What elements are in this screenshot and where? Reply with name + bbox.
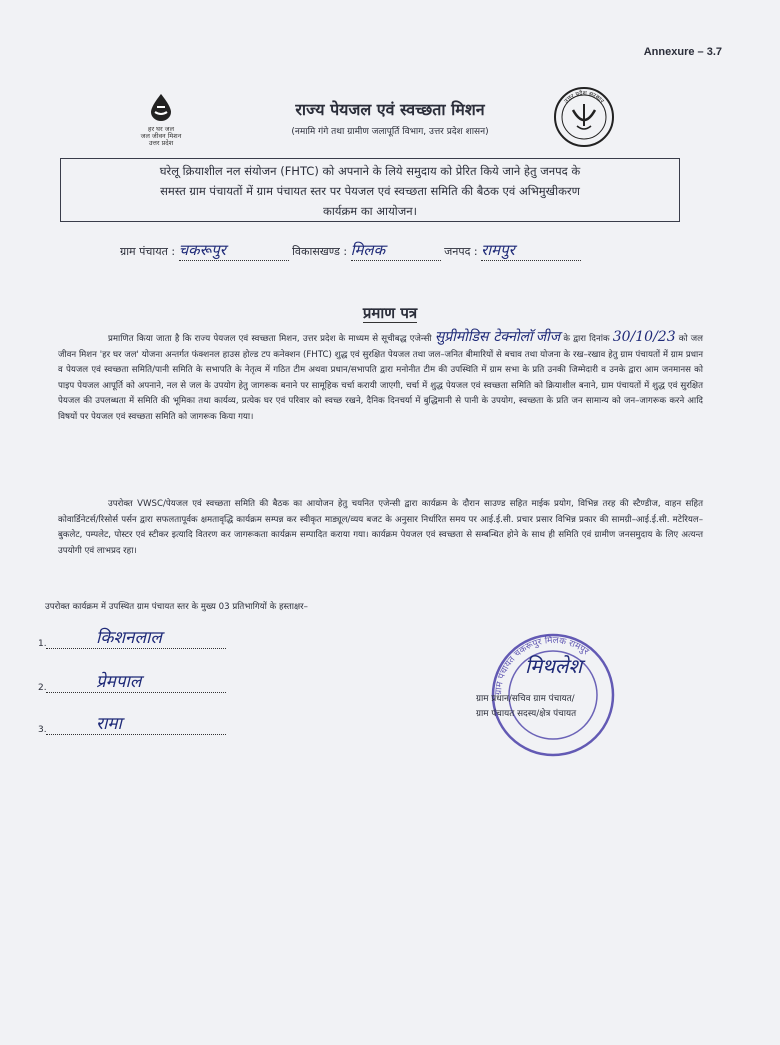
gram-panchayat-value: चकरूपुर — [178, 241, 226, 259]
water-drop-icon — [146, 92, 176, 122]
janpad-label: जनपद : — [444, 245, 478, 258]
org-title: राज्य पेयजल एवं स्वच्छता मिशन — [295, 100, 485, 119]
participant-signature-2 — [38, 672, 238, 693]
participant-signature-1 — [38, 628, 238, 649]
date-handwritten: 30/10/23 — [612, 329, 676, 345]
vikaskhand-label: विकासखण्ड : — [292, 245, 348, 258]
org-subtitle: (नमामि गंगे तथा ग्रामीण जलापूर्ति विभाग, उत्तर प्रदेश शासन) — [291, 127, 489, 137]
para1-text-a: प्रमाणित किया जाता है कि राज्य पेयजल एवं स्वच्छता मिशन, उत्तर प्रदेश के माध्यम से सूचीबद्ध एजेन्सी — [108, 334, 432, 344]
para2-text: उपरोक्त VWSC/पेयजल एवं स्वच्छता समिति की बैठक का आयोजन हेतु चयनित एजेन्सी द्वारा कार्यक्रम के दौरान साउण्ड सहित माईक प्रयोग, विभिन्न तरह की स्टैण्डीज, वाहन सहित कोवार्डिनेटर्स/रिसोर्स पर्सन द्वारा सफलतापूर्वक क्षमतावृद्धि कार्यक्रम सम्पन्न कर स्वीकृत माड्यूल/व्यय बजट के अनुसार निर्धारित समय पर आई.ई.सी. प्रचार प्रसार विभिन्न प्रकार की सामग्री–आई.ई.सी. मटेरियल–बुकलेट, पम्पलेट, पोस्टर एवं स्टीकर इत्यादि वितरण कर जागरूकता कार्यक्रम सम्पादित कराया गया। कार्यक्रम पेयजल एवं स्वच्छता से सम्बन्धित होने के साथ ही समिति एवं ग्रामीण जनसमुदाय के लिए अत्यन्त उपयोगी एवं लाभप्रद रहा। — [58, 499, 703, 556]
gram-panchayat-label: ग्राम पंचायत : — [120, 245, 176, 258]
logo-caption-1: हर घर जल — [148, 125, 174, 133]
certificate-paragraph-1 — [58, 330, 703, 426]
participant-number: 2. — [38, 683, 47, 693]
para1-text-c: को जल जीवन मिशन 'हर घर जल' योजना अन्तर्गत फंक्शनल हाउस होल्ड टप कनेक्शन (FHTC) शुद्ध एवं सुरक्षित पेयजल तथा जल–जनित बीमारियों से बचाव तथा योजना के रख–रखाव हेतु ग्राम पंचायतों में ग्राम प्रधान व पेयजल एवं स्वच्छता समिति/पानी समिति के सभापति के नेतृत्व में गठित टीम अथवा प्रधान/सभापति द्वारा मनोनीत टीम की उपस्थिति में ग्राम सभा के प्रति उनकी जिम्मेदारी व उनके द्वारा आम जनमानस को पाइप पेयजल आपूर्ति को अपनाने, नल से जल के उपयोग हेतु जागरूक बनाने पर सामूहिक चर्चा करायी जाएगी, चर्चा में शुद्ध पेयजल एवं स्वच्छता समिति को क्रियाशील बनाने, ग्राम पंचायतों में शुद्ध एवं सुरक्षित पेयजल की उपलब्धता में समिति की भूमिका तथा कार्यव्य, प्रत्येक घर एवं परिवार को स्वच्छ रखने, दैनिक दिनचर्या में बुद्धिमानी से पानी के उपयोग, स्वच्छता के प्रति जन सामान्य को जन–जागरूक करने आदि विषयों पर पेयजल एवं स्वच्छता समिति को जागरूक किया गया। — [58, 334, 703, 422]
jal-jeevan-mission-logo — [135, 92, 187, 147]
up-government-emblem-icon — [553, 86, 615, 148]
participant-signature-3 — [38, 714, 238, 735]
emblem-text: उत्तर प्रदेश सरकार — [562, 89, 606, 105]
participant-number: 3. — [38, 725, 47, 735]
vikaskhand-value: मिलक — [350, 241, 386, 259]
agency-handwritten-1: सुप्रीमोडिस टेक्नोलॉ — [434, 329, 533, 345]
janpad-value: रामपुर — [481, 241, 515, 259]
logo-caption-3: उत्तर प्रदेश — [148, 139, 174, 147]
subject-line-2: समस्त ग्राम पंचायतों में ग्राम पंचायत स्तर पर पेयजल एवं स्वच्छता समिति की बैठक एवं अभिमुखीकरण — [160, 184, 580, 198]
subject-line-1: घरेलू क्रियाशील नल संयोजन (FHTC) को अपनाने के लिये समुदाय को प्रेरित किये जाने हेतु जनपद के — [159, 164, 581, 178]
participant-name: प्रेमपाल — [96, 672, 142, 692]
authority-line-2: ग्राम पंचायत सदस्य/क्षेत्र पंचायत — [476, 709, 577, 719]
logo-caption-2: जल जीवन मिशन — [140, 132, 182, 140]
para1-text-b: के द्वारा दिनांक — [563, 334, 610, 344]
subject-box — [60, 158, 680, 222]
certificate-title: प्रमाण पत्र — [362, 304, 418, 322]
authority-signature: मिथलेश — [525, 654, 583, 678]
participant-name: किशनलाल — [96, 628, 162, 648]
location-line — [120, 240, 680, 261]
participant-name: रामा — [96, 714, 122, 734]
authority-line-1: ग्राम प्रधान/सचिव ग्राम पंचायत/ — [476, 694, 575, 704]
participant-number: 1. — [38, 639, 47, 649]
subject-line-3: कार्यक्रम का आयोजन। — [323, 204, 417, 218]
certificate-paragraph-2 — [58, 497, 703, 559]
annexure-label: Annexure – 3.7 — [643, 46, 722, 58]
seal-text: ग्राम पंचायत चकरूपुर मिलक रामपुर — [493, 635, 591, 696]
signatures-intro: उपरोक्त कार्यक्रम में उपस्थित ग्राम पंचायत स्तर के मुख्य 03 प्रतिभागियों के हस्ताक्षर– — [45, 602, 308, 612]
signing-authority — [476, 692, 576, 722]
agency-handwritten-2: जीज — [535, 329, 561, 345]
